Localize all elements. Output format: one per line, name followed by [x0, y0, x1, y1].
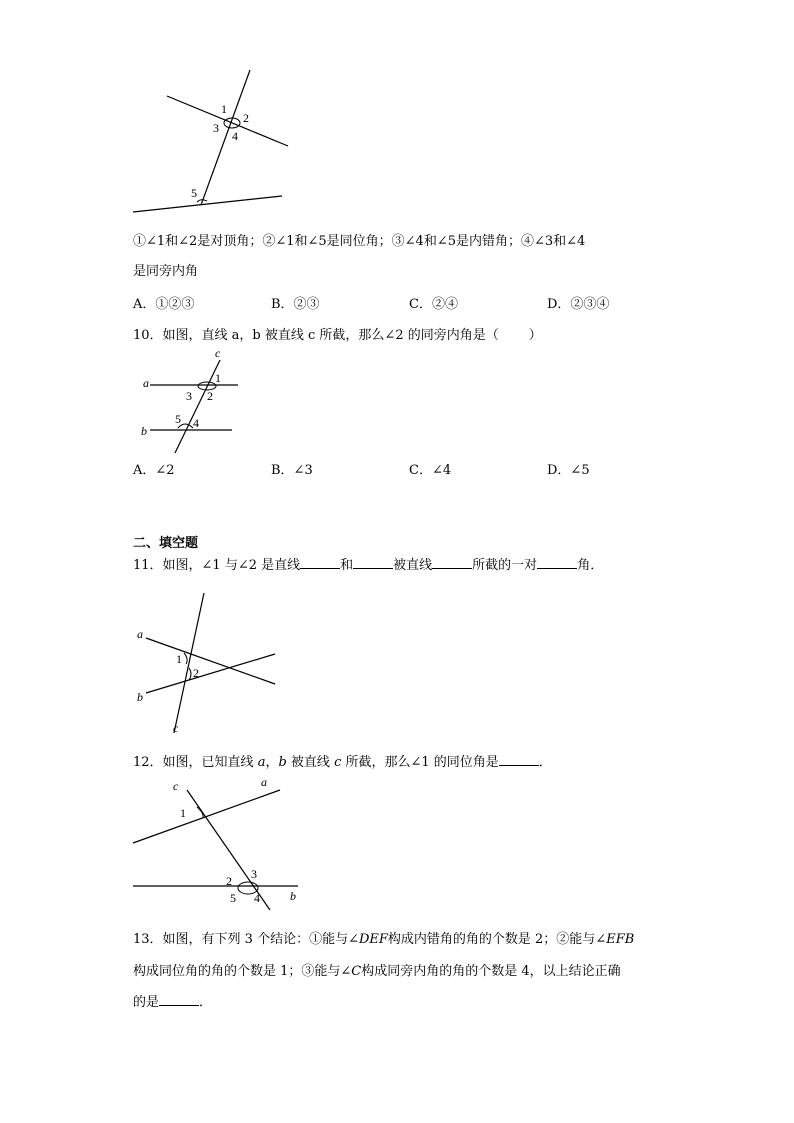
q13-angle-efb: ∠EFB — [595, 932, 635, 947]
q10-question — [133, 328, 542, 344]
label-2: 2 — [243, 111, 249, 125]
q12-figure — [130, 775, 310, 910]
label-c: c — [173, 779, 179, 793]
q11-figure — [133, 588, 283, 738]
label-3: 3 — [213, 121, 219, 135]
label-c: c — [215, 346, 221, 360]
q11-blank-2[interactable] — [353, 557, 393, 569]
label-1: 1 — [215, 371, 221, 385]
label-5: 5 — [230, 891, 236, 905]
q11-text-3: 被直线 — [393, 558, 433, 573]
q12-blank[interactable] — [499, 754, 539, 766]
q12-var-b: b — [278, 755, 287, 770]
label-b: b — [137, 690, 143, 704]
section-title: 二、填空题 — [133, 536, 199, 551]
label-1: 1 — [180, 806, 186, 820]
line-b — [146, 654, 275, 693]
q13-line1 — [133, 932, 634, 948]
q9-statement-line1: ①∠1和∠2是对顶角；②∠1和∠5是同位角；③∠4和∠5是内错角；④∠3和∠4 — [133, 234, 586, 249]
q9-option-b: B．②③ — [271, 297, 320, 312]
q12-text-4: 所截，那么∠1 的同位角是 — [341, 755, 499, 770]
q12-var-c: c — [334, 755, 342, 770]
label-a: a — [137, 627, 143, 641]
angle-1-arc — [184, 653, 187, 664]
q12-text-2: ， — [265, 755, 279, 770]
q12-text-3: 被直线 — [286, 755, 335, 770]
q11-text-5: 角． — [577, 558, 604, 573]
angle-2-arc — [189, 668, 191, 680]
line-upper — [167, 96, 288, 146]
label-2: 2 — [226, 874, 232, 888]
q12-text-5: ． — [538, 755, 552, 770]
q12-question — [133, 754, 552, 771]
label-1: 1 — [176, 652, 182, 666]
q11-blank-4[interactable] — [537, 557, 577, 569]
label-2: 2 — [207, 389, 213, 403]
label-5: 5 — [175, 412, 181, 426]
label-3: 3 — [251, 867, 257, 881]
label-b: b — [290, 889, 296, 903]
q10-option-d: D．∠5 — [547, 463, 590, 478]
line-c — [175, 360, 220, 453]
q12-var-a: a — [257, 755, 266, 770]
q13-angle-def: ∠DEF — [348, 932, 388, 947]
q11-text-1: 11．如图，∠1 与∠2 是直线 — [133, 558, 301, 573]
q13-text-6: ． — [199, 995, 213, 1010]
q11-blank-3[interactable] — [432, 557, 472, 569]
label-b: b — [141, 424, 147, 438]
q10-option-a: A．∠2 — [133, 463, 175, 478]
line-a — [146, 638, 275, 684]
q11-blank-1[interactable] — [300, 557, 340, 569]
q12-text-1: 12．如图，已知直线 — [133, 755, 258, 770]
q10-option-c: C．∠4 — [409, 463, 452, 478]
transversal — [201, 70, 250, 205]
q11-text-4: 所截的一对 — [472, 558, 538, 573]
label-1: 1 — [221, 102, 227, 116]
label-c: c — [173, 721, 179, 735]
q11-text-2: 和 — [340, 558, 354, 573]
q13-line3 — [133, 994, 212, 1011]
q13-blank[interactable] — [159, 994, 199, 1006]
q11-question — [133, 557, 603, 574]
q10-option-b: B．∠3 — [271, 463, 313, 478]
line-a — [133, 790, 280, 843]
q13-text-2: 构成内错角的角的个数是 2；②能与 — [387, 932, 596, 947]
label-4: 4 — [254, 891, 260, 905]
q10-question-close: ） — [528, 328, 542, 343]
q10-question-text: 10．如图，直线 a，b 被直线 c 所截，那么∠2 的同旁内角是（ — [133, 328, 499, 343]
q9-option-c: C．②④ — [409, 297, 458, 312]
q9-option-d: D．②③④ — [547, 297, 610, 312]
q9-option-a: A．①②③ — [133, 297, 195, 312]
label-2: 2 — [193, 666, 199, 680]
line-lower — [133, 196, 282, 212]
label-a: a — [143, 376, 149, 390]
label-4: 4 — [193, 416, 199, 430]
label-3: 3 — [186, 389, 192, 403]
q13-text-3: 构成同位角的角的个数是 1；③能与 — [133, 964, 341, 979]
q13-line2 — [133, 964, 621, 980]
q13-text-1: 13．如图，有下列 3 个结论：①能与 — [133, 932, 349, 947]
label-4: 4 — [232, 129, 238, 143]
q13-angle-c: ∠C — [340, 964, 362, 979]
q13-text-4: 构成同旁内角的角的个数是 4，以上结论正确 — [361, 964, 621, 979]
q9-statement-line2: 是同旁内角 — [133, 264, 199, 279]
q10-figure — [135, 345, 245, 460]
q9-figure — [125, 60, 300, 220]
label-a: a — [261, 775, 267, 789]
label-5: 5 — [191, 186, 197, 200]
q13-text-5: 的是 — [133, 995, 160, 1010]
